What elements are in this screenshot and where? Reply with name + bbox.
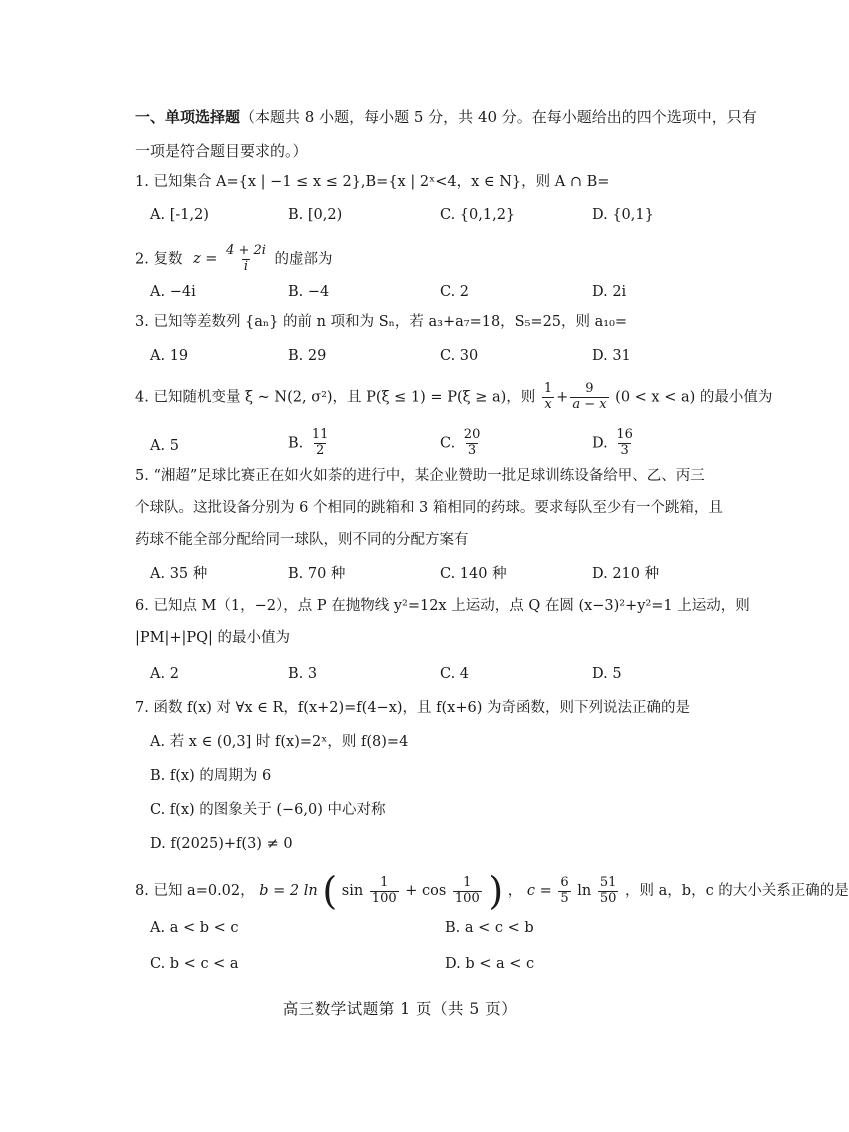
q4-f1-denominator: x: [544, 396, 552, 412]
q4-text-part2: (0 < x < a) 的最小值为: [615, 389, 773, 406]
q1-option-b: B. [0,2): [288, 207, 343, 223]
question-6-line1: 6. 已知点 M（1，−2），点 P 在抛物线 y²=12x 上运动，点 Q 在圆 (x−3)²+y²=1 上运动，则: [135, 598, 750, 614]
q8-sin: sin: [341, 883, 364, 899]
question-4-stem: [135, 382, 772, 413]
q5-option-a: A. 35 种: [150, 566, 208, 582]
q2-numerator: 4 + 2i: [226, 243, 266, 258]
q4-option-d-den: 3: [620, 442, 629, 458]
q8-text-part1: 8. 已知 a=0.02，: [135, 883, 255, 899]
q8-b-lhs: b = 2 ln: [259, 883, 318, 899]
q4-f1-numerator: 1: [543, 381, 553, 396]
q6-option-d: D. 5: [592, 666, 622, 682]
q8-option-a: A. a < b < c: [150, 920, 239, 936]
q8-option-b: B. a < c < b: [445, 920, 534, 936]
q8-comma: ，: [507, 883, 523, 899]
question-7-stem: 7. 函数 f(x) 对 ∀x ∈ R，f(x+2)=f(4−x)，且 f(x+6) 为奇函数，则下列说法正确的是: [135, 700, 690, 716]
q5-option-d: D. 210 种: [592, 566, 660, 582]
q4-fraction-2: [570, 382, 608, 413]
q2-suffix: 的虚部为: [274, 251, 333, 268]
q8-ln: ln: [577, 883, 592, 899]
q8-cos-den: 100: [454, 890, 480, 906]
q8-coef-den: 5: [560, 890, 569, 906]
q3-option-a: A. 19: [150, 348, 189, 364]
q4-option-c: [440, 428, 484, 459]
q2-denominator: i: [243, 258, 249, 274]
q4-option-c-fraction: [462, 428, 483, 459]
question-6-line2: |PM|+|PQ| 的最小值为: [135, 630, 291, 646]
q4-option-c-den: 3: [467, 442, 477, 458]
q2-option-c: C. 2: [440, 284, 470, 300]
page-footer: 高三数学试题第 1 页（共 5 页）: [282, 1000, 518, 1018]
q4-option-d-label: D.: [592, 435, 608, 452]
q4-plus: +: [556, 389, 569, 406]
q8-sin-num: 1: [380, 874, 389, 890]
q6-option-b: B. 3: [288, 666, 318, 682]
q8-ln-fraction: [598, 876, 619, 907]
q8-ln-den: 50: [599, 890, 617, 906]
q8-cos-fraction: [453, 876, 482, 907]
q5-option-c: C. 140 种: [440, 566, 507, 582]
section-title: 一、单项选择题: [135, 108, 241, 126]
q5-option-b: B. 70 种: [288, 566, 346, 582]
section-instructions-line2: 一项是符合题目要求的。）: [135, 142, 308, 160]
q4-option-c-label: C.: [440, 435, 456, 452]
q4-option-d-num: 16: [616, 427, 633, 442]
q6-option-a: A. 2: [150, 666, 179, 682]
q4-option-b-den: 2: [316, 442, 325, 458]
q4-text-part1: 4. 已知随机变量 ξ ~ N(2, σ²)，且 P(ξ ≤ 1) = P(ξ ≥ a)，则: [135, 389, 536, 406]
q3-option-d: D. 31: [592, 348, 631, 364]
q6-option-c: C. 4: [440, 666, 470, 682]
q2-option-d: D. 2i: [592, 284, 627, 300]
question-8-stem: [135, 869, 849, 913]
q8-coef-fraction: [558, 876, 570, 907]
q4-option-d: [592, 428, 637, 459]
section-instructions-line1: （本题共 8 小题，每小题 5 分，共 40 分。在每小题给出的四个选项中，只有: [240, 108, 757, 126]
q8-option-d: D. b < a < c: [445, 956, 535, 972]
q8-right-paren: ): [488, 869, 504, 913]
q7-option-c: C. f(x) 的图象关于 (−6,0) 中心对称: [150, 802, 386, 818]
q8-text-part2: ，则 a，b，c 的大小关系正确的是: [625, 883, 849, 899]
question-1-stem: 1. 已知集合 A={x | −1 ≤ x ≤ 2},B={x | 2ˣ<4，x ∈ N}，则 A ∩ B=: [135, 174, 610, 190]
q8-coef-num: 6: [560, 874, 569, 890]
q8-c-lhs: c =: [526, 883, 552, 899]
q4-option-c-num: 20: [463, 427, 481, 442]
question-5-line2: 个球队。这批设备分别为 6 个相同的跳箱和 3 箱相同的药球。要求每队至少有一个跳箱，且: [135, 500, 723, 516]
q3-option-b: B. 29: [288, 348, 327, 364]
q2-lhs: z =: [193, 251, 218, 268]
q8-sin-den: 100: [371, 890, 397, 906]
q1-option-a: A. [-1,2): [150, 207, 209, 223]
q2-fraction: [224, 244, 268, 275]
question-5-line1: 5. “湘超”足球比赛正在如火如荼的进行中，某企业赞助一批足球训练设备给甲、乙、丙三: [135, 468, 705, 484]
q1-option-d: D. {0,1}: [592, 207, 654, 223]
q4-fraction-1: [542, 382, 554, 413]
q2-prefix: 2. 复数: [135, 251, 183, 268]
q8-option-c: C. b < c < a: [150, 956, 239, 972]
q4-option-d-fraction: [614, 428, 635, 459]
q2-option-a: A. −4i: [150, 284, 196, 300]
q8-ln-num: 51: [599, 874, 617, 890]
question-2-stem: [135, 244, 333, 275]
q7-option-a: A. 若 x ∈ (0,3] 时 f(x)=2ˣ，则 f(8)=4: [150, 734, 409, 750]
q2-option-b: B. −4: [288, 284, 330, 300]
q4-option-a: A. 5: [150, 438, 179, 454]
q8-plus-cos: + cos: [405, 883, 447, 899]
q4-option-b-label: B.: [288, 435, 304, 452]
q4-option-b-fraction: [310, 428, 331, 459]
q1-option-c: C. {0,1,2}: [440, 207, 516, 223]
q4-option-b: [288, 428, 332, 459]
question-3-stem: 3. 已知等差数列 {aₙ} 的前 n 项和为 Sₙ，若 a₃+a₇=18，S₅=25，则 a₁₀=: [135, 314, 628, 330]
q4-f2-denominator: a − x: [572, 396, 607, 412]
q7-option-d: D. f(2025)+f(3) ≠ 0: [150, 836, 293, 852]
q3-option-c: C. 30: [440, 348, 479, 364]
q4-option-b-num: 11: [311, 427, 329, 442]
q8-left-paren: (: [322, 869, 338, 913]
q7-option-b: B. f(x) 的周期为 6: [150, 768, 272, 784]
q4-f2-numerator: 9: [585, 381, 594, 396]
section-header: [135, 108, 757, 126]
question-5-line3: 药球不能全部分配给同一球队，则不同的分配方案有: [135, 532, 469, 548]
q8-sin-fraction: [370, 876, 399, 907]
q8-cos-num: 1: [463, 874, 472, 890]
